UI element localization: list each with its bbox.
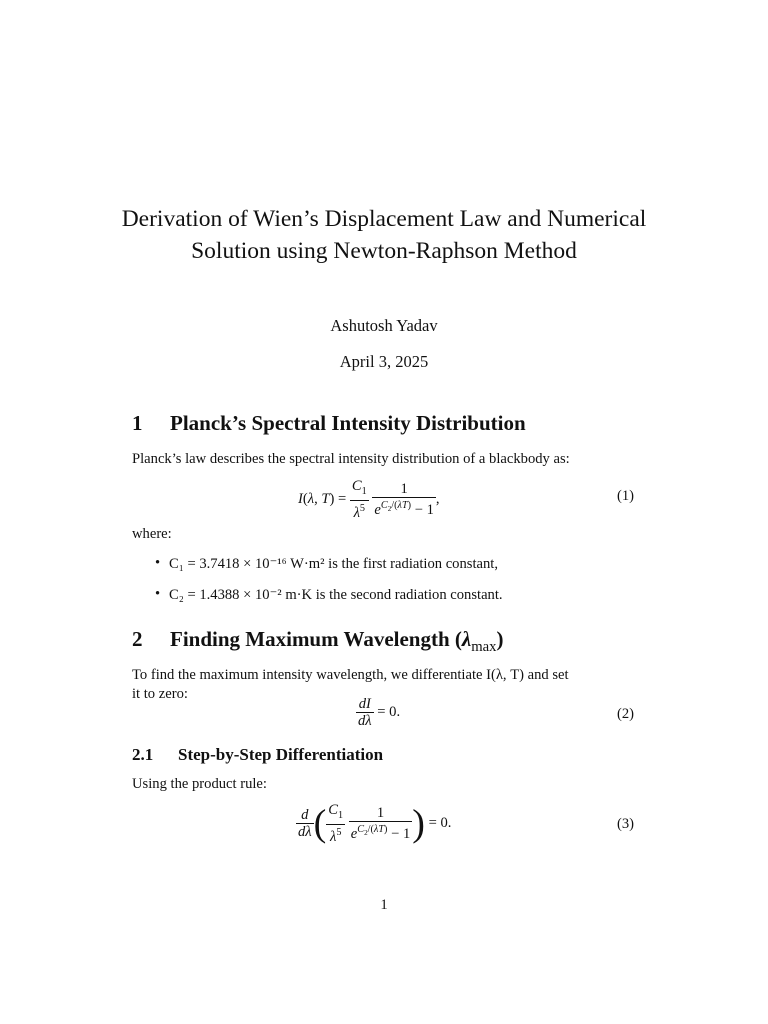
section-number: 1 (132, 411, 143, 435)
equation-body: I(λ, T) = $\frac{C_1}{\lambda^5}$ $\frac{1}{e^{C_2/(\lambda T)} - 1}$ , (298, 478, 440, 521)
bullet-icon: • (155, 555, 161, 571)
equation-body: $\frac{dI}{d\lambda}$ = 0. (358, 696, 401, 729)
equation-number: (1) (616, 488, 634, 504)
paragraph-product-rule: Using the product rule: (132, 776, 267, 792)
section-title: Planck’s Spectral Intensity Distribution (170, 411, 526, 435)
section-number: 2 (132, 627, 143, 651)
equation-number: (2) (616, 706, 634, 722)
subsection-title: Step-by-Step Differentiation (178, 745, 384, 764)
subscript: max (471, 639, 497, 656)
paragraph-where: where: (132, 526, 172, 542)
section-1-heading (132, 411, 526, 436)
paper-title: Derivation of Wien’s Displacement Law and Numerical Solution using Newton-Raphson Method (121, 206, 647, 264)
equation-1 (132, 478, 638, 521)
section-title-suffix: ) (496, 627, 504, 651)
subsection-number: 2.1 (132, 745, 154, 764)
equation-number: (3) (616, 816, 634, 832)
section-title: Finding Maximum Wavelength ( (170, 627, 462, 651)
paragraph-line: it to zero: (132, 686, 188, 702)
list-item-text: C₁ = 3.7418 × 10⁻¹⁶ W·m² is the first radiation constant, (169, 556, 498, 572)
author: Ashutosh Yadav (330, 316, 438, 335)
lambda-symbol: λ (461, 627, 472, 651)
equation-body: $\frac{d}{d\lambda}$ ( $\frac{C_1}{\lambda^5}$ $\frac{1}{e^{C_2/(\lambda T)} - 1}$ ) = 0. (298, 802, 452, 845)
list-item-text: C₂ = 1.4388 × 10⁻² m·K is the second radiation constant. (169, 587, 503, 603)
bullet-icon: • (155, 586, 161, 602)
date: April 3, 2025 (339, 352, 429, 371)
equation-2 (132, 696, 638, 732)
equation-3 (132, 802, 638, 846)
page-number: 1 (380, 897, 388, 913)
subsection-2-1-heading (132, 745, 383, 765)
section-2-heading (132, 627, 504, 656)
paragraph-line: To find the maximum intensity wavelength, we differentiate I(λ, T) and set (132, 667, 569, 683)
paragraph-planck-intro: Planck’s law describes the spectral intensity distribution of a blackbody as: (132, 451, 570, 467)
